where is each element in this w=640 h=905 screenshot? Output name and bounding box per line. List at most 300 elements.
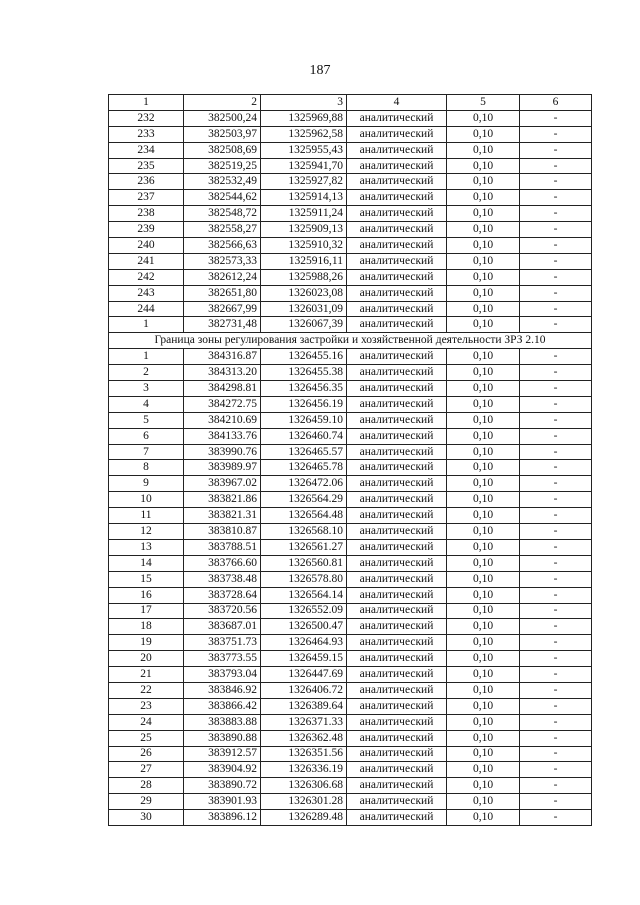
cell-y-coordinate: 1326552.09 (261, 603, 347, 619)
cell-x-coordinate: 383901.93 (184, 794, 261, 810)
cell-x-coordinate: 383967.02 (184, 476, 261, 492)
table-row (109, 412, 592, 428)
cell-y-coordinate: 1326456.35 (261, 381, 347, 397)
cell-accuracy: 0,10 (447, 301, 520, 317)
table-row (109, 810, 592, 826)
cell-y-coordinate: 1326301.28 (261, 794, 347, 810)
cell-method: аналитический (347, 810, 447, 826)
table-row (109, 603, 592, 619)
cell-x-coordinate: 382544,62 (184, 190, 261, 206)
cell-x-coordinate: 383896.12 (184, 810, 261, 826)
cell-point-number: 244 (109, 301, 184, 317)
cell-method: аналитический (347, 126, 447, 142)
cell-x-coordinate: 384313.20 (184, 365, 261, 381)
cell-accuracy: 0,10 (447, 238, 520, 254)
table-row (109, 682, 592, 698)
cell-accuracy: 0,10 (447, 412, 520, 428)
table-row (109, 365, 592, 381)
cell-note: - (520, 539, 592, 555)
cell-x-coordinate: 383883.88 (184, 714, 261, 730)
cell-note: - (520, 349, 592, 365)
table-row (109, 524, 592, 540)
cell-note: - (520, 285, 592, 301)
cell-y-coordinate: 1326564.14 (261, 587, 347, 603)
cell-y-coordinate: 1326460.74 (261, 428, 347, 444)
cell-note: - (520, 794, 592, 810)
cell-point-number: 232 (109, 110, 184, 126)
cell-accuracy: 0,10 (447, 778, 520, 794)
table-row (109, 619, 592, 635)
cell-y-coordinate: 1326564.48 (261, 508, 347, 524)
table-row (109, 476, 592, 492)
cell-x-coordinate: 382519,25 (184, 158, 261, 174)
cell-note: - (520, 778, 592, 794)
cell-y-coordinate: 1325909,13 (261, 222, 347, 238)
cell-method: аналитический (347, 619, 447, 635)
cell-x-coordinate: 383866.42 (184, 698, 261, 714)
table-row (109, 381, 592, 397)
cell-point-number: 8 (109, 460, 184, 476)
cell-note: - (520, 508, 592, 524)
cell-accuracy: 0,10 (447, 285, 520, 301)
cell-x-coordinate: 382508,69 (184, 142, 261, 158)
cell-x-coordinate: 384133.76 (184, 428, 261, 444)
cell-y-coordinate: 1326464.93 (261, 635, 347, 651)
cell-point-number: 20 (109, 651, 184, 667)
cell-point-number: 22 (109, 682, 184, 698)
cell-x-coordinate: 383846.92 (184, 682, 261, 698)
cell-method: аналитический (347, 190, 447, 206)
cell-y-coordinate: 1325988,26 (261, 269, 347, 285)
cell-note: - (520, 746, 592, 762)
cell-note: - (520, 762, 592, 778)
cell-note: - (520, 365, 592, 381)
cell-accuracy: 0,10 (447, 762, 520, 778)
cell-x-coordinate: 383989.97 (184, 460, 261, 476)
cell-point-number: 242 (109, 269, 184, 285)
cell-note: - (520, 238, 592, 254)
cell-x-coordinate: 383912.57 (184, 746, 261, 762)
cell-method: аналитический (347, 651, 447, 667)
cell-x-coordinate: 383738.48 (184, 571, 261, 587)
cell-note: - (520, 698, 592, 714)
cell-note: - (520, 682, 592, 698)
cell-x-coordinate: 383751.73 (184, 635, 261, 651)
cell-accuracy: 0,10 (447, 698, 520, 714)
cell-x-coordinate: 382612,24 (184, 269, 261, 285)
cell-point-number: 237 (109, 190, 184, 206)
cell-note: - (520, 317, 592, 333)
cell-point-number: 233 (109, 126, 184, 142)
cell-point-number: 7 (109, 444, 184, 460)
cell-y-coordinate: 1326306.68 (261, 778, 347, 794)
cell-accuracy: 0,10 (447, 174, 520, 190)
cell-note: - (520, 190, 592, 206)
table-row (109, 158, 592, 174)
cell-y-coordinate: 1326351.56 (261, 746, 347, 762)
table-row (109, 762, 592, 778)
cell-y-coordinate: 1325962,58 (261, 126, 347, 142)
cell-method: аналитический (347, 714, 447, 730)
cell-y-coordinate: 1326455.16 (261, 349, 347, 365)
cell-y-coordinate: 1326459.10 (261, 412, 347, 428)
cell-method: аналитический (347, 730, 447, 746)
cell-accuracy: 0,10 (447, 190, 520, 206)
cell-note: - (520, 158, 592, 174)
table-row (109, 492, 592, 508)
table-row (109, 301, 592, 317)
cell-accuracy: 0,10 (447, 555, 520, 571)
cell-method: аналитический (347, 492, 447, 508)
cell-method: аналитический (347, 571, 447, 587)
cell-point-number: 11 (109, 508, 184, 524)
table-row (109, 396, 592, 412)
table-row (109, 110, 592, 126)
table-row (109, 190, 592, 206)
cell-method: аналитический (347, 635, 447, 651)
cell-y-coordinate: 1326568.10 (261, 524, 347, 540)
cell-note: - (520, 381, 592, 397)
cell-y-coordinate: 1325927,82 (261, 174, 347, 190)
table-row (109, 635, 592, 651)
cell-point-number: 236 (109, 174, 184, 190)
cell-method: аналитический (347, 317, 447, 333)
cell-point-number: 240 (109, 238, 184, 254)
cell-accuracy: 5 (447, 95, 520, 111)
cell-note: - (520, 635, 592, 651)
table-row (109, 460, 592, 476)
table-row (109, 651, 592, 667)
cell-note: - (520, 476, 592, 492)
cell-x-coordinate: 383766.60 (184, 555, 261, 571)
cell-method: аналитический (347, 301, 447, 317)
cell-accuracy: 0,10 (447, 603, 520, 619)
cell-note: - (520, 555, 592, 571)
cell-method: аналитический (347, 412, 447, 428)
cell-point-number: 10 (109, 492, 184, 508)
cell-y-coordinate: 1326560.81 (261, 555, 347, 571)
cell-y-coordinate: 3 (261, 95, 347, 111)
cell-method: 4 (347, 95, 447, 111)
cell-x-coordinate: 383788.51 (184, 539, 261, 555)
cell-method: аналитический (347, 778, 447, 794)
cell-note: - (520, 603, 592, 619)
cell-y-coordinate: 1325910,32 (261, 238, 347, 254)
cell-y-coordinate: 1326336.19 (261, 762, 347, 778)
cell-note: - (520, 269, 592, 285)
cell-point-number: 14 (109, 555, 184, 571)
cell-method: аналитический (347, 667, 447, 683)
cell-y-coordinate: 1326465.78 (261, 460, 347, 476)
cell-y-coordinate: 1325941,70 (261, 158, 347, 174)
table-row (109, 794, 592, 810)
cell-note: - (520, 619, 592, 635)
cell-accuracy: 0,10 (447, 110, 520, 126)
cell-method: аналитический (347, 460, 447, 476)
cell-x-coordinate: 382573,33 (184, 253, 261, 269)
cell-y-coordinate: 1326371.33 (261, 714, 347, 730)
coordinates-table (108, 94, 592, 826)
cell-y-coordinate: 1326067,39 (261, 317, 347, 333)
cell-x-coordinate: 383810.87 (184, 524, 261, 540)
cell-x-coordinate: 384298.81 (184, 381, 261, 397)
table-row (109, 587, 592, 603)
cell-x-coordinate: 382731,48 (184, 317, 261, 333)
cell-point-number: 235 (109, 158, 184, 174)
cell-note: - (520, 667, 592, 683)
cell-point-number: 17 (109, 603, 184, 619)
cell-method: аналитический (347, 539, 447, 555)
cell-y-coordinate: 1326289.48 (261, 810, 347, 826)
cell-method: аналитический (347, 206, 447, 222)
table-row (109, 730, 592, 746)
cell-accuracy: 0,10 (447, 810, 520, 826)
table-row (109, 444, 592, 460)
table-row (109, 222, 592, 238)
table-row (109, 698, 592, 714)
cell-point-number: 239 (109, 222, 184, 238)
cell-accuracy: 0,10 (447, 746, 520, 762)
cell-note: - (520, 571, 592, 587)
cell-method: аналитический (347, 365, 447, 381)
cell-accuracy: 0,10 (447, 253, 520, 269)
cell-x-coordinate: 383687.01 (184, 619, 261, 635)
cell-x-coordinate: 382500,24 (184, 110, 261, 126)
cell-accuracy: 0,10 (447, 428, 520, 444)
cell-method: аналитический (347, 555, 447, 571)
cell-y-coordinate: 1326561.27 (261, 539, 347, 555)
cell-note: - (520, 428, 592, 444)
page-number: 187 (309, 63, 331, 78)
cell-x-coordinate: 384316.87 (184, 349, 261, 365)
cell-point-number: 30 (109, 810, 184, 826)
cell-note: - (520, 110, 592, 126)
cell-y-coordinate: 1326500.47 (261, 619, 347, 635)
cell-method: аналитический (347, 428, 447, 444)
cell-point-number: 1 (109, 95, 184, 111)
cell-point-number: 27 (109, 762, 184, 778)
table-row (109, 317, 592, 333)
table-row (109, 778, 592, 794)
cell-point-number: 23 (109, 698, 184, 714)
cell-method: аналитический (347, 110, 447, 126)
cell-point-number: 238 (109, 206, 184, 222)
cell-accuracy: 0,10 (447, 524, 520, 540)
cell-note: - (520, 301, 592, 317)
cell-note: - (520, 810, 592, 826)
cell-y-coordinate: 1326447.69 (261, 667, 347, 683)
table-row (109, 428, 592, 444)
cell-note: - (520, 206, 592, 222)
cell-x-coordinate: 383890.88 (184, 730, 261, 746)
cell-accuracy: 0,10 (447, 539, 520, 555)
cell-note: - (520, 587, 592, 603)
table-row (109, 508, 592, 524)
cell-note: - (520, 444, 592, 460)
cell-y-coordinate: 1326564.29 (261, 492, 347, 508)
cell-x-coordinate: 382558,27 (184, 222, 261, 238)
cell-note: - (520, 142, 592, 158)
cell-point-number: 9 (109, 476, 184, 492)
cell-note: - (520, 524, 592, 540)
cell-y-coordinate: 1325916,11 (261, 253, 347, 269)
cell-y-coordinate: 1326459.15 (261, 651, 347, 667)
table-row (109, 555, 592, 571)
cell-x-coordinate: 383720.56 (184, 603, 261, 619)
cell-y-coordinate: 1325955,43 (261, 142, 347, 158)
cell-accuracy: 0,10 (447, 508, 520, 524)
cell-point-number: 25 (109, 730, 184, 746)
table-row (109, 253, 592, 269)
cell-accuracy: 0,10 (447, 571, 520, 587)
cell-x-coordinate: 383728.64 (184, 587, 261, 603)
cell-x-coordinate: 382548,72 (184, 206, 261, 222)
cell-note: - (520, 126, 592, 142)
cell-x-coordinate: 2 (184, 95, 261, 111)
cell-method: аналитический (347, 349, 447, 365)
cell-point-number: 5 (109, 412, 184, 428)
cell-accuracy: 0,10 (447, 492, 520, 508)
cell-y-coordinate: 1326023,08 (261, 285, 347, 301)
cell-y-coordinate: 1326456.19 (261, 396, 347, 412)
cell-accuracy: 0,10 (447, 476, 520, 492)
cell-method: аналитический (347, 746, 447, 762)
cell-point-number: 4 (109, 396, 184, 412)
cell-x-coordinate: 382667,99 (184, 301, 261, 317)
cell-x-coordinate: 383904.92 (184, 762, 261, 778)
cell-y-coordinate: 1325914,13 (261, 190, 347, 206)
cell-x-coordinate: 383890.72 (184, 778, 261, 794)
table-row (109, 206, 592, 222)
table-row (109, 238, 592, 254)
cell-accuracy: 0,10 (447, 142, 520, 158)
cell-method: аналитический (347, 238, 447, 254)
cell-note: - (520, 730, 592, 746)
cell-point-number: 3 (109, 381, 184, 397)
cell-note: - (520, 222, 592, 238)
cell-method: аналитический (347, 587, 447, 603)
cell-accuracy: 0,10 (447, 619, 520, 635)
cell-x-coordinate: 383990.76 (184, 444, 261, 460)
cell-method: аналитический (347, 174, 447, 190)
cell-accuracy: 0,10 (447, 444, 520, 460)
table-row (109, 349, 592, 365)
table-row (109, 126, 592, 142)
cell-accuracy: 0,10 (447, 349, 520, 365)
cell-point-number: 24 (109, 714, 184, 730)
cell-method: аналитический (347, 253, 447, 269)
cell-method: аналитический (347, 381, 447, 397)
cell-y-coordinate: 1325969,88 (261, 110, 347, 126)
cell-accuracy: 0,10 (447, 667, 520, 683)
cell-point-number: 241 (109, 253, 184, 269)
cell-x-coordinate: 382532,49 (184, 174, 261, 190)
cell-accuracy: 0,10 (447, 651, 520, 667)
cell-y-coordinate: 1326389.64 (261, 698, 347, 714)
table-row (109, 539, 592, 555)
cell-note: - (520, 174, 592, 190)
cell-point-number: 28 (109, 778, 184, 794)
cell-x-coordinate: 383821.31 (184, 508, 261, 524)
cell-point-number: 15 (109, 571, 184, 587)
cell-x-coordinate: 383793.04 (184, 667, 261, 683)
cell-x-coordinate: 382503,97 (184, 126, 261, 142)
cell-method: аналитический (347, 476, 447, 492)
cell-point-number: 6 (109, 428, 184, 444)
table-row (109, 285, 592, 301)
cell-x-coordinate: 384210.69 (184, 412, 261, 428)
cell-point-number: 18 (109, 619, 184, 635)
cell-accuracy: 0,10 (447, 365, 520, 381)
cell-accuracy: 0,10 (447, 635, 520, 651)
cell-y-coordinate: 1326578.80 (261, 571, 347, 587)
cell-method: аналитический (347, 142, 447, 158)
cell-method: аналитический (347, 794, 447, 810)
cell-x-coordinate: 382566,63 (184, 238, 261, 254)
table-row (109, 142, 592, 158)
cell-method: аналитический (347, 508, 447, 524)
cell-y-coordinate: 1326455.38 (261, 365, 347, 381)
table-row (109, 269, 592, 285)
cell-x-coordinate: 384272.75 (184, 396, 261, 412)
cell-note: - (520, 412, 592, 428)
cell-note: - (520, 253, 592, 269)
cell-accuracy: 0,10 (447, 269, 520, 285)
cell-method: аналитический (347, 698, 447, 714)
cell-accuracy: 0,10 (447, 730, 520, 746)
cell-accuracy: 0,10 (447, 587, 520, 603)
cell-accuracy: 0,10 (447, 317, 520, 333)
cell-y-coordinate: 1326031,09 (261, 301, 347, 317)
cell-method: аналитический (347, 444, 447, 460)
cell-x-coordinate: 383821.86 (184, 492, 261, 508)
cell-y-coordinate: 1325911,24 (261, 206, 347, 222)
cell-accuracy: 0,10 (447, 460, 520, 476)
section-title: Граница зоны регулирования застройки и хозяйственной деятельности ЗРЗ 2.10 (109, 333, 592, 349)
cell-accuracy: 0,10 (447, 126, 520, 142)
cell-note: - (520, 714, 592, 730)
cell-point-number: 12 (109, 524, 184, 540)
cell-method: аналитический (347, 762, 447, 778)
cell-point-number: 26 (109, 746, 184, 762)
cell-y-coordinate: 1326406.72 (261, 682, 347, 698)
cell-point-number: 29 (109, 794, 184, 810)
cell-y-coordinate: 1326472.06 (261, 476, 347, 492)
table-row (109, 571, 592, 587)
cell-accuracy: 0,10 (447, 714, 520, 730)
cell-point-number: 13 (109, 539, 184, 555)
table-body (109, 95, 592, 826)
cell-method: аналитический (347, 524, 447, 540)
table-header-row (109, 95, 592, 111)
cell-point-number: 1 (109, 317, 184, 333)
cell-x-coordinate: 383773.55 (184, 651, 261, 667)
cell-accuracy: 0,10 (447, 396, 520, 412)
cell-method: аналитический (347, 269, 447, 285)
cell-accuracy: 0,10 (447, 158, 520, 174)
cell-accuracy: 0,10 (447, 381, 520, 397)
cell-method: аналитический (347, 396, 447, 412)
cell-method: аналитический (347, 682, 447, 698)
cell-note: 6 (520, 95, 592, 111)
cell-point-number: 16 (109, 587, 184, 603)
cell-point-number: 21 (109, 667, 184, 683)
cell-accuracy: 0,10 (447, 222, 520, 238)
cell-method: аналитический (347, 158, 447, 174)
section-title-row (109, 333, 592, 349)
cell-note: - (520, 492, 592, 508)
table-row (109, 667, 592, 683)
